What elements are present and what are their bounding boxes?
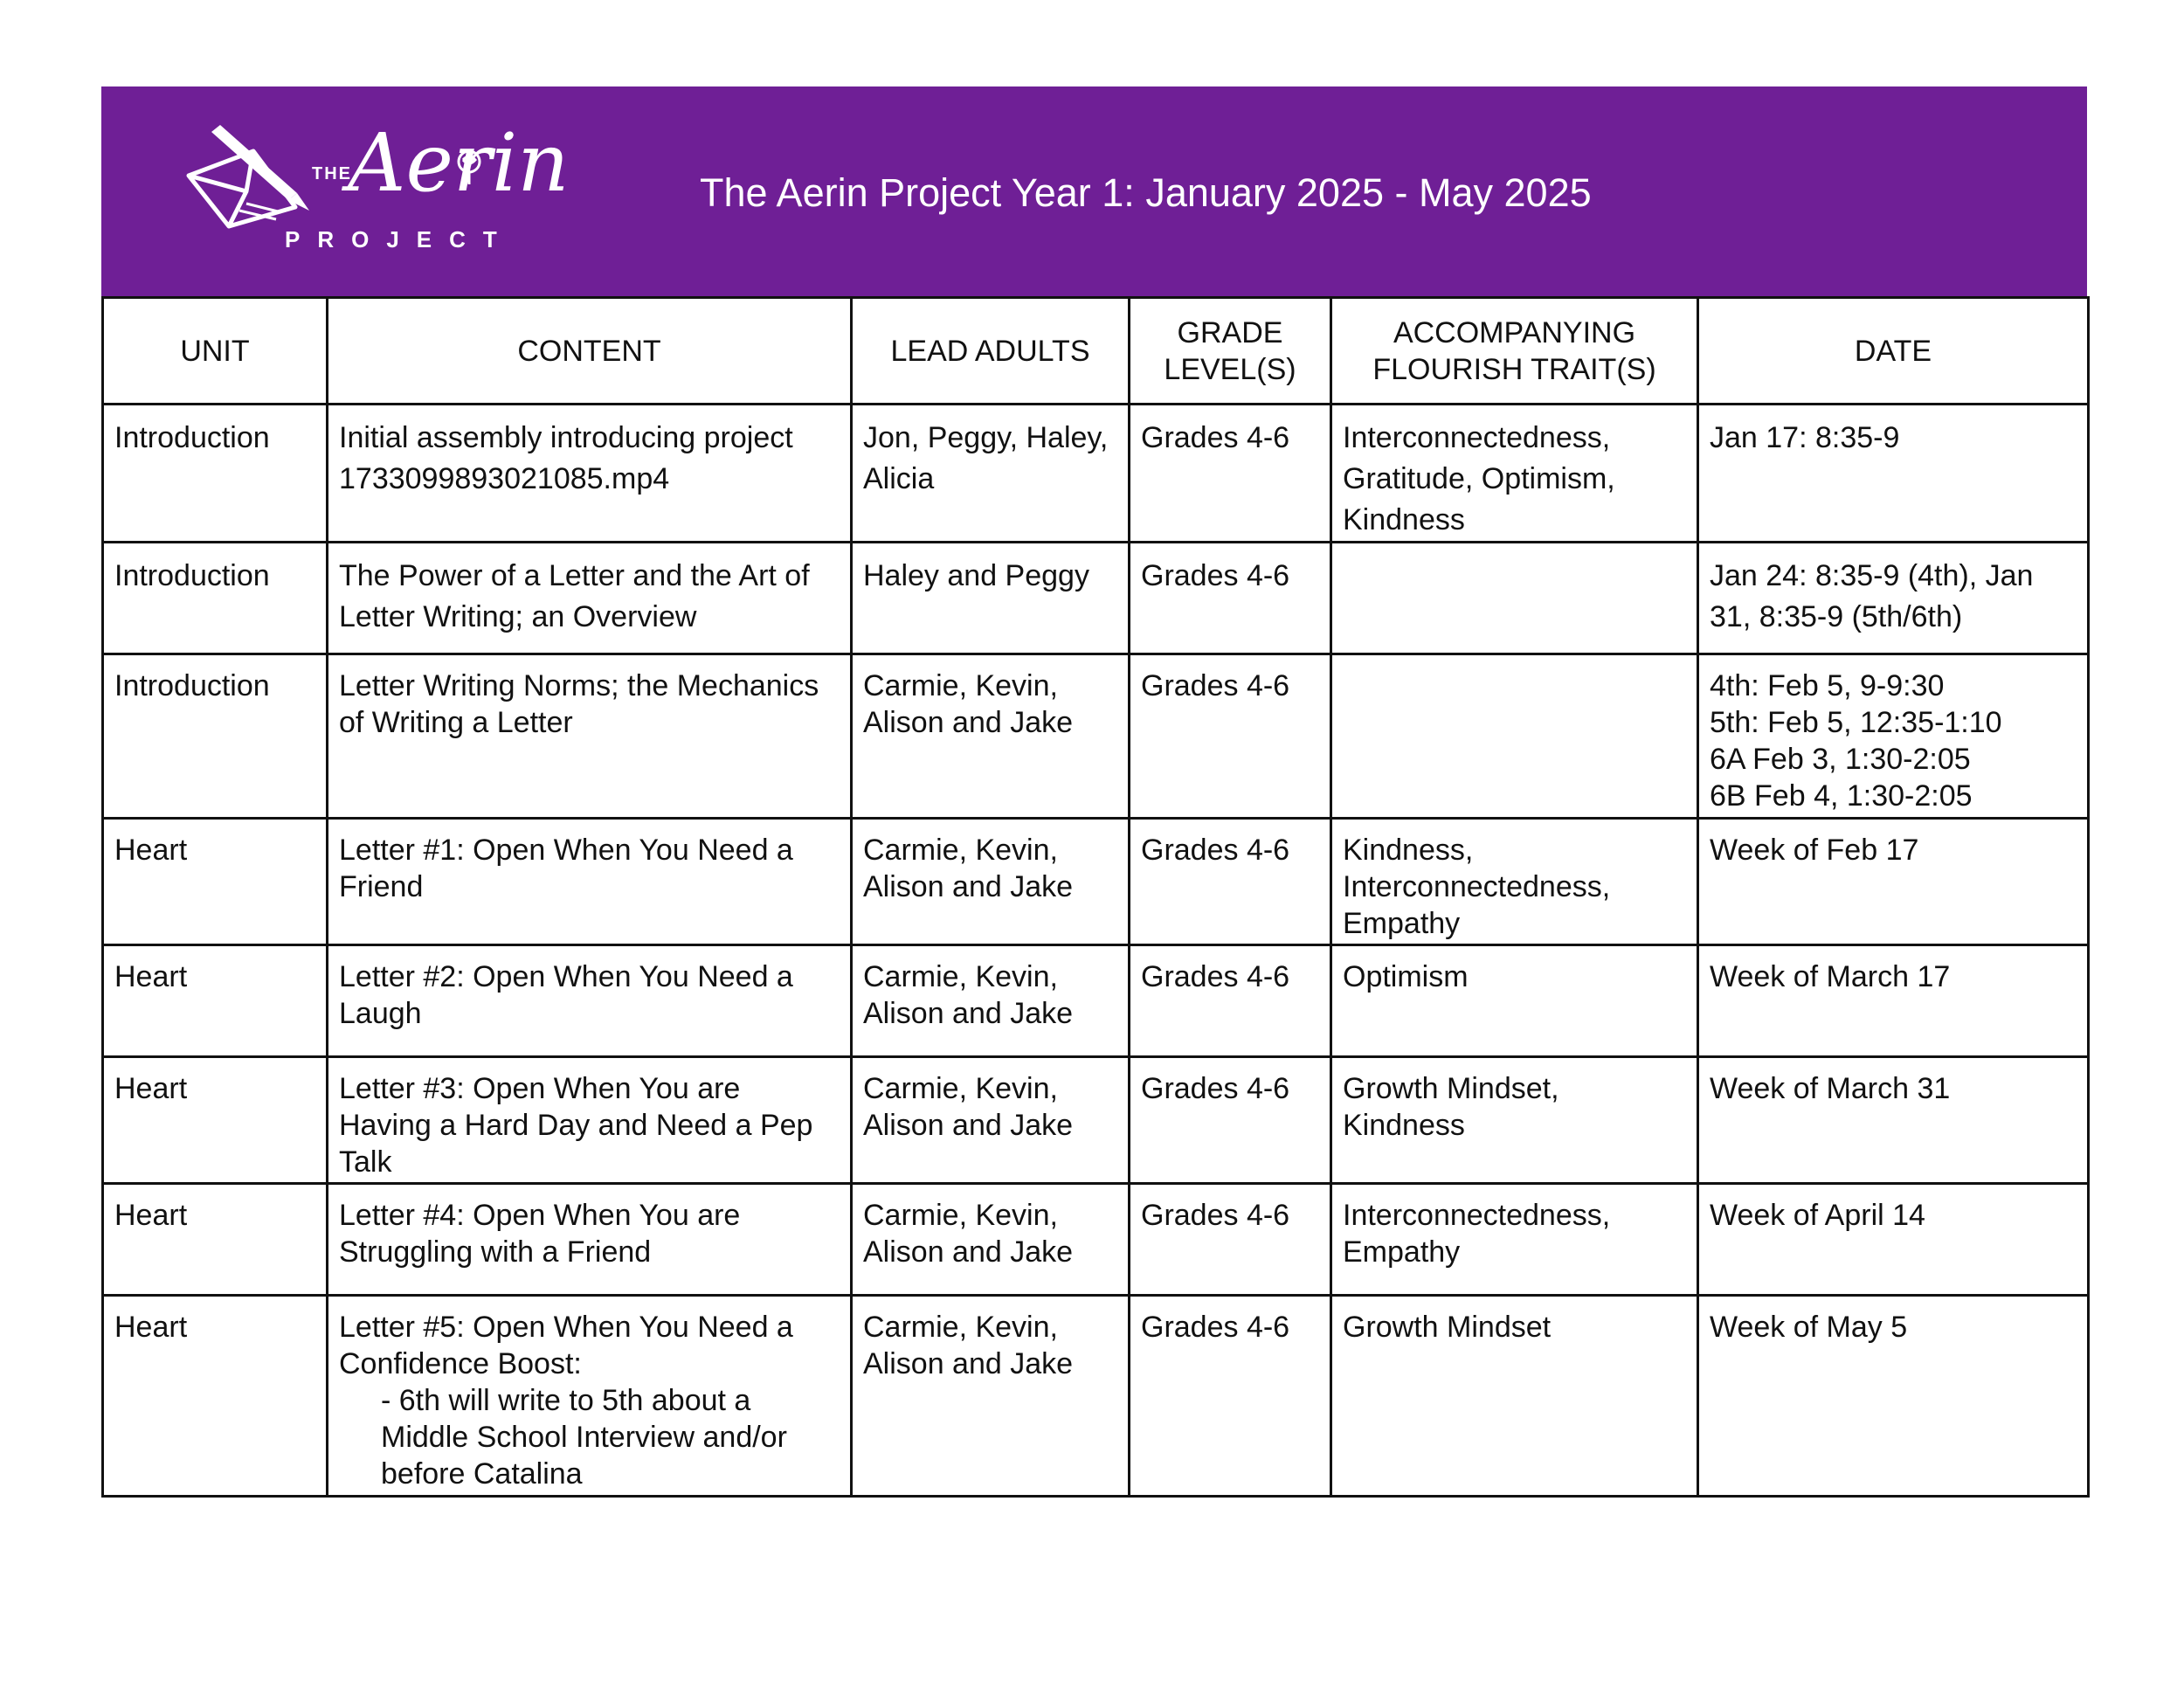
table-header-row	[103, 298, 2089, 405]
cell-grade: Grades 4-6	[1130, 1057, 1331, 1184]
cell-unit: Heart	[103, 1057, 328, 1184]
traits-header-line-1: ACCOMPANYING	[1393, 315, 1636, 349]
table-row	[103, 654, 2089, 819]
cell-date: Week of March 17	[1698, 945, 2089, 1057]
cell-date: Week of May 5	[1698, 1296, 2089, 1497]
cell-content: Letter #3: Open When You are Having a Hard Day and Need a Pep Talk	[328, 1057, 852, 1184]
cell-traits	[1331, 654, 1698, 819]
table-row	[103, 1184, 2089, 1296]
date-line: 6B Feb 4, 1:30-2:05	[1710, 779, 1973, 813]
cell-grade: Grades 4-6	[1130, 543, 1331, 654]
cell-traits	[1331, 543, 1698, 654]
cell-grade: Grades 4-6	[1130, 945, 1331, 1057]
table-row	[103, 543, 2089, 654]
cell-content: Letter #2: Open When You Need a Laugh	[328, 945, 852, 1057]
cell-unit: Heart	[103, 1296, 328, 1497]
table-row	[103, 1057, 2089, 1184]
cell-grade: Grades 4-6	[1130, 654, 1331, 819]
grade-header-line-2: LEVEL(S)	[1164, 352, 1296, 386]
table-row	[103, 405, 2089, 543]
cell-unit: Heart	[103, 819, 328, 945]
cell-lead-adults: Carmie, Kevin, Alison and Jake	[852, 1184, 1130, 1296]
cell-unit: Introduction	[103, 543, 328, 654]
column-header-content: CONTENT	[328, 298, 852, 405]
page-title: The Aerin Project Year 1: January 2025 - May 2025	[700, 170, 1592, 215]
cell-date: Week of March 31	[1698, 1057, 2089, 1184]
cell-grade: Grades 4-6	[1130, 1184, 1331, 1296]
cell-grade: Grades 4-6	[1130, 819, 1331, 945]
content-bullet-item: - 6th will write to 5th about a Middle School Interview and/or before Catalina	[381, 1384, 787, 1491]
column-header-lead-adults: LEAD ADULTS	[852, 298, 1130, 405]
cell-content: Letter #1: Open When You Need a Friend	[328, 819, 852, 945]
cell-traits: Growth Mindset	[1331, 1296, 1698, 1497]
column-header-unit: UNIT	[103, 298, 328, 405]
logo-aerin-text: Aerin	[348, 116, 570, 210]
header-banner	[101, 86, 2087, 296]
table-row	[103, 819, 2089, 945]
cell-content: Letter Writing Norms; the Mechanics of Writing a Letter	[328, 654, 852, 819]
cell-lead-adults: Carmie, Kevin, Alison and Jake	[852, 1057, 1130, 1184]
schedule-table	[101, 296, 2090, 1498]
cell-unit: Heart	[103, 1184, 328, 1296]
cell-traits: Growth Mindset, Kindness	[1331, 1057, 1698, 1184]
cell-traits: Interconnectedness, Empathy	[1331, 1184, 1698, 1296]
cell-date: Week of April 14	[1698, 1184, 2089, 1296]
cell-unit: Heart	[103, 945, 328, 1057]
logo-the-text: THE	[312, 164, 352, 183]
cell-grade: Grades 4-6	[1130, 1296, 1331, 1497]
logo-project-text: PROJECT	[285, 226, 515, 253]
cell-traits: Kindness, Interconnectedness, Empathy	[1331, 819, 1698, 945]
cell-date	[1698, 654, 2089, 819]
cell-lead-adults: Carmie, Kevin, Alison and Jake	[852, 819, 1130, 945]
content-main-text: Letter #5: Open When You Need a Confidence Boost:	[339, 1311, 793, 1380]
cell-date: Jan 17: 8:35-9	[1698, 405, 2089, 543]
table-row	[103, 945, 2089, 1057]
cell-traits: Interconnectedness, Gratitude, Optimism, Kindness	[1331, 405, 1698, 543]
column-header-date: DATE	[1698, 298, 2089, 405]
cell-content: Initial assembly introducing project 1733099893021085.mp4	[328, 405, 852, 543]
cell-content: Letter #4: Open When You are Struggling with a Friend	[328, 1184, 852, 1296]
cell-lead-adults: Carmie, Kevin, Alison and Jake	[852, 1296, 1130, 1497]
traits-header-line-2: FLOURISH TRAIT(S)	[1372, 352, 1656, 386]
cell-lead-adults: Haley and Peggy	[852, 543, 1130, 654]
cell-content: The Power of a Letter and the Art of Letter Writing; an Overview	[328, 543, 852, 654]
cell-date: Week of Feb 17	[1698, 819, 2089, 945]
cell-lead-adults: Carmie, Kevin, Alison and Jake	[852, 654, 1130, 819]
date-line: 6A Feb 3, 1:30-2:05	[1710, 743, 1971, 776]
cell-content	[328, 1296, 852, 1497]
table-row	[103, 1296, 2089, 1497]
grade-header-line-1: GRADE	[1177, 315, 1283, 349]
aerin-project-logo	[185, 116, 570, 265]
cell-date: Jan 24: 8:35-9 (4th), Jan 31, 8:35-9 (5th/6th)	[1698, 543, 2089, 654]
cell-traits: Optimism	[1331, 945, 1698, 1057]
date-line: 4th: Feb 5, 9-9:30	[1710, 669, 1945, 702]
column-header-flourish-traits	[1331, 298, 1698, 405]
cell-lead-adults: Jon, Peggy, Haley, Alicia	[852, 405, 1130, 543]
date-line: 5th: Feb 5, 12:35-1:10	[1710, 706, 2002, 739]
cell-unit: Introduction	[103, 654, 328, 819]
cell-lead-adults: Carmie, Kevin, Alison and Jake	[852, 945, 1130, 1057]
column-header-grade-levels	[1130, 298, 1331, 405]
cell-grade: Grades 4-6	[1130, 405, 1331, 543]
page	[101, 86, 2087, 1498]
cell-unit: Introduction	[103, 405, 328, 543]
